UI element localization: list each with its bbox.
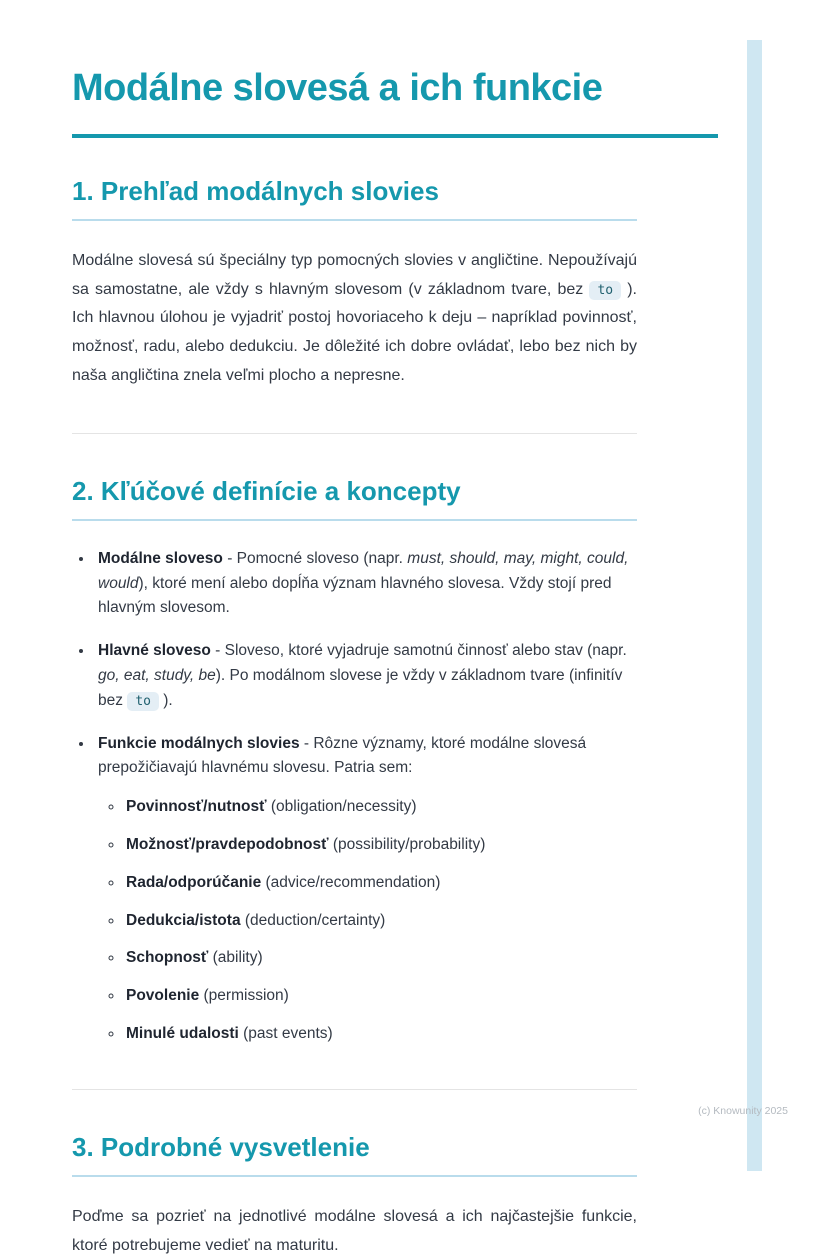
translation-text: (advice/recommendation) xyxy=(261,873,441,891)
term-label: Možnosť/pravdepodobnosť xyxy=(126,835,329,853)
inline-code-to: to xyxy=(589,281,621,300)
definition-text: - Pomocné sloveso (napr. xyxy=(222,549,408,567)
translation-text: (possibility/probability) xyxy=(328,835,486,853)
term-label: Minulé udalosti xyxy=(126,1024,239,1042)
examples-italic: must, should, may, might, could, would xyxy=(98,549,629,592)
paragraph-text: ). Ich hlavnou úlohou je vyjadriť postoj hovoriaceho k deju – napríklad povinnosť, možnosť, radu, alebo dedukciu. Je dôležité ich dobre ovládať, lebo bez nich by naša angličtina znela veľmi plocho a nepresne. xyxy=(72,280,637,384)
term-label: Schopnosť xyxy=(126,949,209,967)
overview-paragraph xyxy=(72,247,637,391)
term-label: Povinnosť/nutnosť xyxy=(126,798,267,816)
copyright-watermark: (c) Knowunity 2025 xyxy=(698,1105,788,1117)
term-label: Funkcie modálnych slovies xyxy=(98,734,300,752)
definition-text: ), ktoré mení alebo dopĺňa význam hlavného slovesa. Vždy stojí pred hlavným slovesom. xyxy=(98,574,612,617)
section-explanation xyxy=(72,1132,828,1260)
definition-text: - Rôzne významy, ktoré modálne slovesá prepožičiavajú hlavnému slovesu. Patria sem: xyxy=(98,734,587,777)
definition-text: ). Po modálnom slovese je vždy v základnom tvare (infinitív bez xyxy=(98,666,623,709)
section-definitions xyxy=(72,476,828,1047)
sublist-item-possibility xyxy=(124,833,637,858)
sublist-item-deduction xyxy=(124,909,637,934)
sublist-item-past-events xyxy=(124,1022,637,1047)
section-divider xyxy=(72,1089,637,1090)
translation-text: (past events) xyxy=(238,1024,333,1042)
term-label: Hlavné sloveso xyxy=(98,642,211,660)
term-label: Dedukcia/istota xyxy=(126,911,241,929)
term-label: Rada/odporúčanie xyxy=(126,873,262,891)
list-item-main-verb xyxy=(94,639,637,713)
translation-text: (permission) xyxy=(199,987,289,1005)
paragraph-text: Modálne slovesá sú špeciálny typ pomocných slovies v angličtine. Nepoužívajú sa samostatne, ale vždy s hlavným slovesom (v základnom tvare, bez xyxy=(72,251,637,298)
sublist-item-obligation xyxy=(124,795,637,820)
section-1-heading: 1. Prehľad modálnych slovies xyxy=(72,176,637,221)
sublist-item-advice xyxy=(124,871,637,896)
translation-text: (obligation/necessity) xyxy=(266,798,417,816)
definition-text: ). xyxy=(158,691,173,709)
page-title: Modálne slovesá a ich funkcie xyxy=(72,67,603,109)
translation-text: (deduction/certainty) xyxy=(240,911,386,929)
term-label: Modálne sloveso xyxy=(98,549,223,567)
definitions-list xyxy=(72,547,637,1047)
title-rule xyxy=(72,134,718,138)
sublist-item-permission xyxy=(124,984,637,1009)
section-2-heading: 2. Kľúčové definície a koncepty xyxy=(72,476,637,521)
list-item-functions xyxy=(94,732,637,1047)
section-3-heading: 3. Podrobné vysvetlenie xyxy=(72,1132,637,1177)
section-overview xyxy=(72,176,828,391)
term-label: Povolenie xyxy=(126,987,200,1005)
explanation-paragraph: Poďme sa pozrieť na jednotlivé modálne slovesá a ich najčastejšie funkcie, ktoré potrebujeme vedieť na maturitu. xyxy=(72,1207,637,1254)
list-item-modal-verb xyxy=(94,547,637,621)
examples-italic: go, eat, study, be xyxy=(98,666,216,684)
sublist-item-ability xyxy=(124,946,637,971)
inline-code-to: to xyxy=(127,692,159,711)
section-divider xyxy=(72,433,637,434)
translation-text: (ability) xyxy=(208,949,263,967)
definition-text: - Sloveso, ktoré vyjadruje samotnú činnosť alebo stav (napr. xyxy=(210,642,627,660)
functions-sublist xyxy=(98,795,637,1047)
